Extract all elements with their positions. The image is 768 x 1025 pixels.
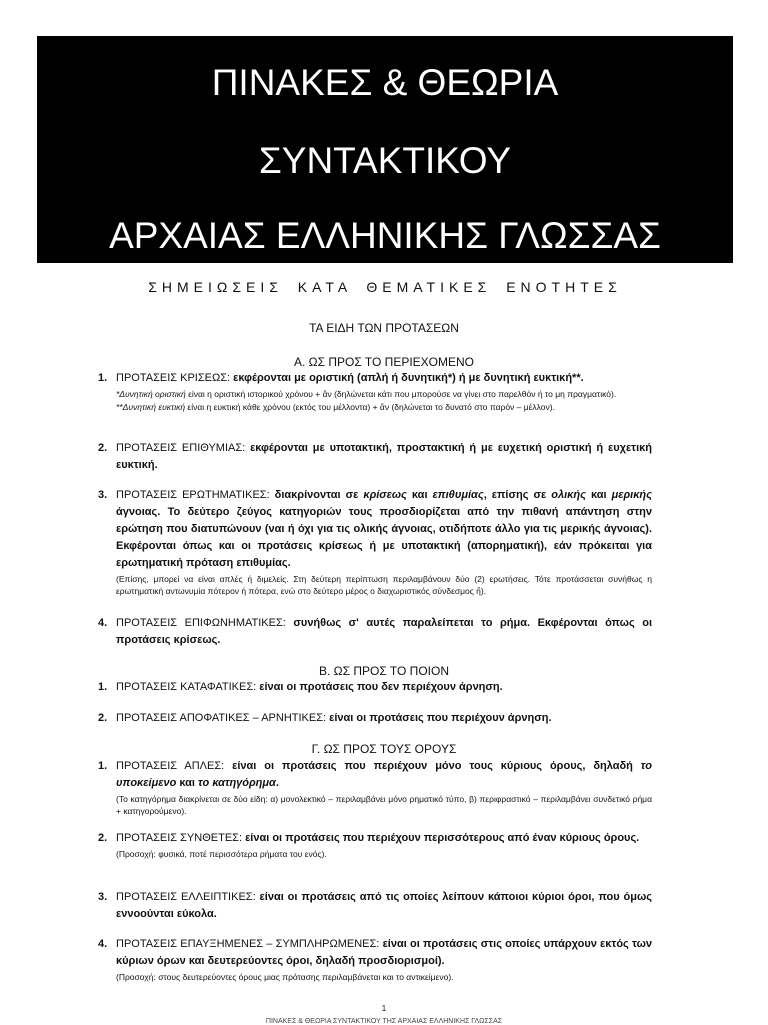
title-line-3: ΑΡΧΑΙΑΣ ΕΛΛΗΝΙΚΗΣ ΓΛΩΣΣΑΣ (109, 215, 661, 256)
item-note: (Προσοχή: στους δευτερεύοντες όρους μιας πρότασης περιλαμβάνεται και το αντικείμενο). (116, 972, 454, 982)
title-line-1: ΠΙΝΑΚΕΣ & ΘΕΩΡΙΑ (211, 62, 559, 103)
item-text: και (585, 489, 612, 501)
item-text: συνήθως σ' αυτές παραλείπεται το ρήμα. Εκφέρονται όπως οι προτάσεις κρίσεως. (116, 617, 653, 646)
item-number: 1. (98, 681, 108, 693)
item-number: 3. (98, 489, 108, 501)
list-item (98, 370, 652, 413)
section-b-title: Β. ΩΣ ΠΡΟΣ ΤΟ ΠΟΙΟΝ (318, 664, 450, 678)
item-text: και (176, 777, 199, 789)
list-item (98, 615, 653, 649)
item-lead: ΠΡΟΤΑΣΕΙΣ ΚΡΙΣΕΩΣ: (116, 372, 231, 384)
item-term: ολικής (551, 489, 586, 501)
item-text: είναι οι προτάσεις που περιέχουν περισσότερους από έναν κύριους όρους. (242, 832, 640, 844)
page-number: 1 (381, 1004, 387, 1013)
list-item (98, 487, 652, 597)
item-text: είναι οι προτάσεις που περιέχουν μόνο τους κύριους όρους, δηλαδή (224, 760, 641, 772)
item-text: άγνοιας. Το δεύτερο ζεύγος κατηγοριών τους προσδιορίζεται από την πιθανή απάντηση στην ερώτηση που διατυπώνουν (ναι ή όχι για τις ολικής άγνοιας, οτιδήποτε άλλο για τις μερικής άγνοιας). Εκφέρονται όπως και οι προτάσεις κρίσεως ή με υποτακτική (απορηματική), εάν πρόκειται για ερωτηματική πρόταση επιθυμίας. (116, 506, 652, 569)
item-text: . (275, 777, 279, 789)
item-number: 2. (98, 712, 108, 724)
item-term: επιθυμίας (432, 489, 484, 501)
item-note (116, 401, 652, 413)
section-a-title: Α. ΩΣ ΠΡΟΣ ΤΟ ΠΕΡΙΕΧΟΜΕΝΟ (293, 355, 475, 369)
item-number: 4. (98, 938, 108, 950)
item-note (116, 388, 652, 400)
note-term: **Δυνητική ευκτική (116, 402, 186, 412)
note-text: είναι η ευκτική κάθε χρόνου (εκτός του μέλλοντα) + ἄν (δηλώνεται το δυνατό στο παρόν – μέλλον). (185, 402, 555, 412)
main-heading: ΤΑ ΕΙΔΗ ΤΩΝ ΠΡΟΤΑΣΕΩΝ (309, 321, 459, 335)
item-text: , επίσης σε (483, 489, 552, 501)
item-number: 2. (98, 832, 108, 844)
item-lead: ΠΡΟΤΑΣΕΙΣ ΕΠΑΥΞΗΜΕΝΕΣ – ΣΥΜΠΛΗΡΩΜΕΝΕΣ: (116, 938, 380, 950)
title-banner (37, 36, 733, 263)
list-item (98, 758, 652, 817)
title-line-2: ΣΥΝΤΑΚΤΙΚΟΥ (258, 140, 512, 181)
item-number: 2. (98, 442, 108, 454)
item-note: (Επίσης, μπορεί να είναι απλές ή διμελείς. Στη δεύτερη περίπτωση περιλαμβάνουν δύο (2) ερωτήσεις. Τότε προτάσσεται συνήθως η ερωτηματική αντωνυμία πότερον ή πότερα, ενώ στο δεύτερο μέρος ο διαχωριστικός σύνδεσμος ἤ). (116, 574, 652, 596)
item-note: (Το κατηγόρημα διακρίνεται σε δύο είδη: α) μονολεκτικό – περιλαμβάνει μόνο ρηματικό τύπο, β) περιφραστικό – περιλαμβάνει συνδετικό ρήμα + κατηγορούμενο). (116, 794, 652, 816)
list-item (98, 889, 652, 923)
item-lead: ΠΡΟΤΑΣΕΙΣ ΕΠΙΘΥΜΙΑΣ: (116, 442, 246, 454)
item-text: είναι οι προτάσεις από τις οποίες λείπουν κάποιοι κύριοι όροι, που όμως εννοούνται εύκολα. (116, 891, 652, 920)
list-item (98, 710, 652, 727)
item-number: 1. (98, 760, 108, 772)
item-text: εκφέρονται με οριστική (απλή ή δυνητική*) ή με δυνητική ευκτική**. (230, 372, 584, 384)
item-lead: ΠΡΟΤΑΣΕΙΣ ΕΛΛΕΙΠΤΙΚΕΣ: (116, 891, 256, 903)
item-text: εκφέρονται με υποτακτική, προστακτική ή με ευχετική οριστική ή ευχετική ευκτική. (116, 442, 652, 471)
item-lead: ΠΡΟΤΑΣΕΙΣ ΚΑΤΑΦΑΤΙΚΕΣ: (116, 681, 257, 693)
item-text: διακρίνονται σε (269, 489, 364, 501)
list-item (98, 830, 652, 860)
item-lead: ΠΡΟΤΑΣΕΙΣ ΕΠΙΦΩΝΗΜΑΤΙΚΕΣ: (116, 617, 286, 629)
section-c-title: Γ. ΩΣ ΠΡΟΣ ΤΟΥΣ ΟΡΟΥΣ (311, 742, 457, 756)
subtitle: ΣΗΜΕΙΩΣΕΙΣ ΚΑΤΑ ΘΕΜΑΤΙΚΕΣ ΕΝΟΤΗΤΕΣ (148, 279, 622, 295)
note-text: είναι η οριστική ιστορικού χρόνου + ἄν (δηλώνεται κάτι που μπορούσε να γίνει στο παρελθόν ή το μη πραγματικό). (185, 389, 617, 399)
item-text: είναι οι προτάσεις που περιέχουν άρνηση. (326, 712, 552, 724)
running-footer: ΠΙΝΑΚΕΣ & ΘΕΩΡΙΑ ΣΥΝΤΑΚΤΙΚΟΥ ΤΗΣ ΑΡΧΑΙΑΣ ΕΛΛΗΝΙΚΗΣ ΓΛΩΣΣΑΣ (265, 1018, 503, 1025)
list-item (98, 679, 652, 696)
list-item (98, 440, 652, 474)
item-term: το κατηγόρημα (198, 777, 276, 789)
item-term: το υποκείμενο (116, 760, 652, 789)
item-number: 1. (98, 372, 108, 384)
item-text: και (406, 489, 433, 501)
item-lead: ΠΡΟΤΑΣΕΙΣ ΑΠΛΕΣ: (116, 760, 225, 772)
item-note: (Προσοχή: φυσικά, ποτέ περισσότερα ρήματα του ενός). (116, 849, 327, 859)
item-text: είναι οι προτάσεις που δεν περιέχουν άρνηση. (256, 681, 503, 693)
item-lead: ΠΡΟΤΑΣΕΙΣ ΑΠΟΦΑΤΙΚΕΣ – ΑΡΝΗΤΙΚΕΣ: (116, 712, 327, 724)
note-term: *Δυνητική οριστική (116, 389, 186, 399)
item-number: 4. (98, 617, 108, 629)
item-lead: ΠΡΟΤΑΣΕΙΣ ΕΡΩΤΗΜΑΤΙΚΕΣ: (116, 489, 270, 501)
item-term: κρίσεως (363, 489, 407, 501)
item-lead: ΠΡΟΤΑΣΕΙΣ ΣΥΝΘΕΤΕΣ: (116, 832, 243, 844)
item-term: μερικής (611, 489, 652, 501)
list-item (98, 936, 652, 983)
item-text: είναι οι προτάσεις στις οποίες υπάρχουν εκτός των κύριων όρων και δευτερεύοντες όροι, δηλαδή προσδιορισμοί). (116, 938, 652, 967)
item-number: 3. (98, 891, 108, 903)
